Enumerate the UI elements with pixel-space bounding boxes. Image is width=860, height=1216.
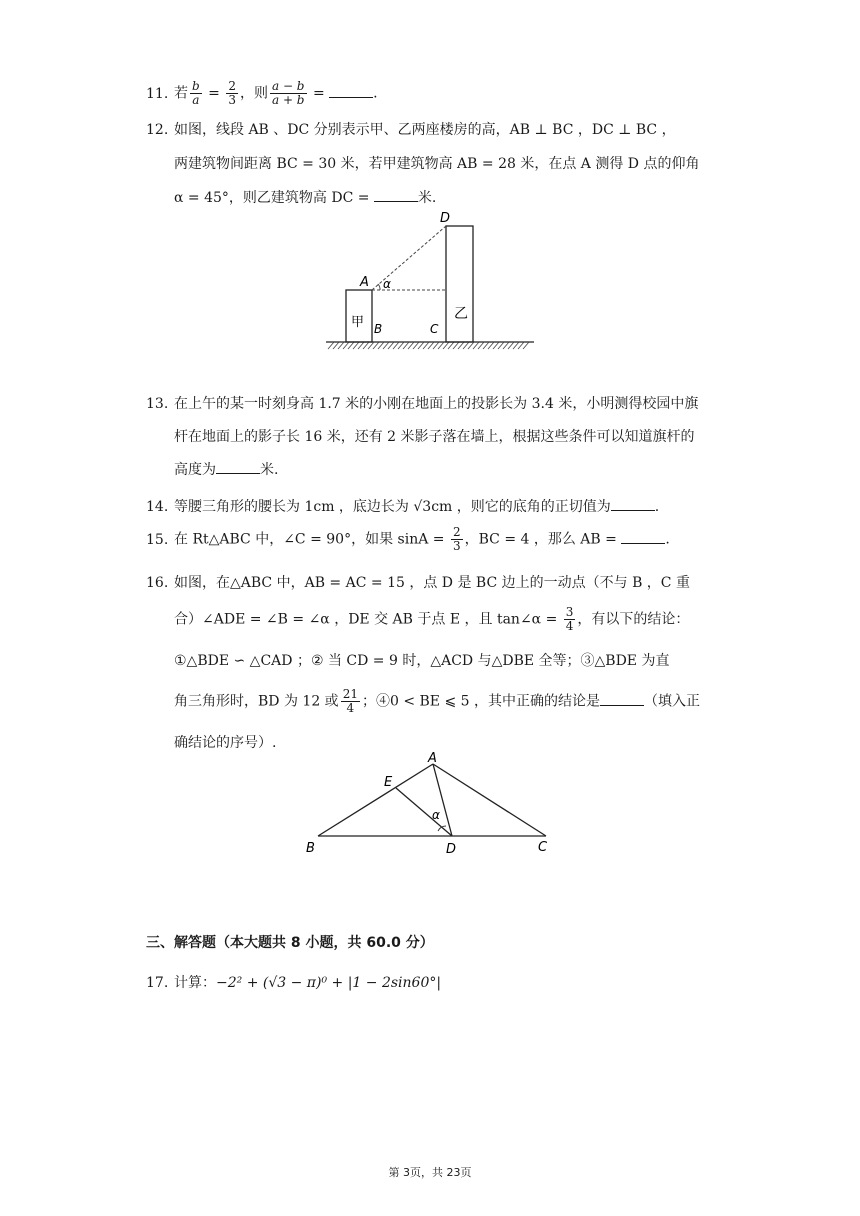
label-D: D	[446, 842, 457, 857]
question-text: 如图，在△ABC 中，AB = AC = 15 ，点 D 是 BC 边上的一动点（不与 B ，C 重	[174, 575, 690, 591]
label-B: B	[374, 322, 383, 336]
fraction: $\frac{21}{4}$	[342, 687, 358, 715]
answer-blank	[600, 693, 644, 706]
section-heading: 三、解答题（本大题共 8 小题，共 60.0 分）	[146, 935, 434, 951]
label-B: B	[306, 841, 315, 856]
question-15: 15. 在 Rt△ABC 中，∠C = 90°，如果 sinA = $\frac{2}{3}$ ，BC = 4 ，那么 AB = .	[146, 525, 670, 553]
question-text: 在上午的某一时刻身高 1.7 米的小刚在地面上的投影长为 3.4 米，小明测得校园中旗	[174, 396, 699, 412]
label-jia: 甲	[351, 315, 365, 330]
question-number: 15.	[146, 531, 169, 548]
question-number: 11.	[146, 85, 169, 102]
question-text: 等腰三角形的腰长为 1cm ，底边长为 √3cm ，则它的底角的正切值为	[174, 499, 611, 515]
answer-blank	[374, 189, 418, 202]
question-text: 确结论的序号）.	[174, 735, 277, 751]
triangle-figure	[300, 752, 560, 862]
question-text: 杆在地面上的影子长 16 米，还有 2 米影子落在墙上，根据这些条件可以知道旗杆的	[174, 429, 695, 445]
page-footer: 第 3页，共 23页	[388, 1166, 472, 1179]
answer-blank	[621, 531, 665, 544]
label-yi: 乙	[454, 306, 468, 322]
label-A: A	[360, 275, 369, 290]
segment-AC	[433, 764, 546, 836]
answer-blank	[329, 85, 373, 98]
building-yi	[446, 226, 473, 342]
fraction: $\frac{2}{3}$	[452, 525, 461, 553]
question-number: 12.	[146, 122, 169, 138]
building-figure	[320, 206, 540, 356]
label-C: C	[538, 840, 548, 855]
angle-arc	[378, 284, 380, 290]
question-number: 16.	[146, 575, 169, 591]
question-14: 14. 等腰三角形的腰长为 1cm ，底边长为 √3cm ，则它的底角的正切值为 .	[146, 499, 660, 515]
question-text: ①△BDE ∽ △CAD ；② 当 CD = 9 时，△ACD 与△DBE 全等；③△BDE 为直	[174, 653, 670, 669]
label-alpha: α	[383, 277, 391, 291]
question-number: 17.	[146, 975, 169, 991]
fraction: $\frac{a - b}{a + b}$	[271, 79, 305, 107]
label-E: E	[384, 775, 393, 790]
fraction: $\frac{3}{4}$	[565, 605, 574, 633]
segment-AB	[318, 764, 433, 836]
answer-blank	[611, 498, 655, 511]
answer-blank	[216, 461, 260, 474]
question-11: 11. 若 $\frac{b}{a}$ = $\frac{2}{3}$ ，则 $\frac{a - b}{a + b}$ = .	[146, 79, 378, 107]
question-17: 17. 计算：−2² + (√3 − π)⁰ + |1 − 2sin60°|	[146, 975, 442, 991]
question-text: 两建筑物间距离 BC = 30 米，若甲建筑物高 AB = 28 米，在点 A 测得 D 点的仰角	[174, 156, 700, 172]
label-alpha: α	[432, 808, 440, 822]
label-D: D	[440, 211, 451, 226]
fraction: $\frac{b}{a}$	[192, 79, 200, 107]
question-number: 13.	[146, 396, 169, 412]
ground-line	[326, 342, 534, 349]
math-expression: −2² + (√3 − π)⁰ + |1 − 2sin60°|	[216, 975, 442, 991]
label-C: C	[430, 322, 439, 336]
segment-DE	[396, 788, 452, 836]
question-number: 14.	[146, 499, 169, 515]
question-text: 如图，线段 AB 、DC 分别表示甲、乙两座楼房的高，AB ⊥ BC ，DC ⊥ BC ，	[174, 122, 676, 138]
fraction: $\frac{2}{3}$	[228, 79, 236, 107]
label-A: A	[428, 752, 437, 766]
